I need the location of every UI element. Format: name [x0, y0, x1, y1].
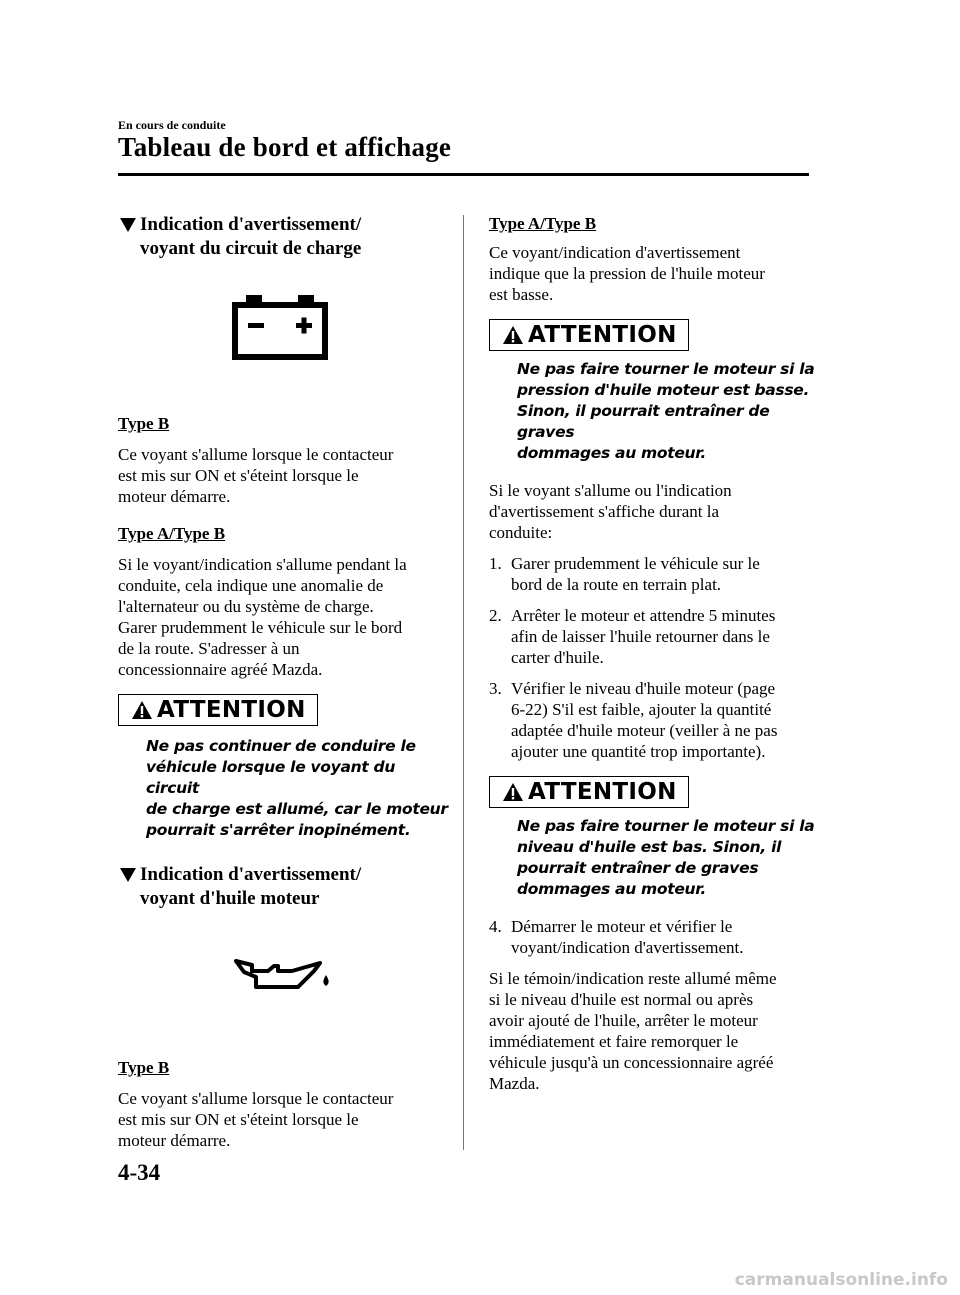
text-line: carter d'huile. [511, 648, 604, 667]
text-line: de la route. S'adresser à un [118, 639, 300, 658]
text-line: adaptée d'huile moteur (veiller à ne pas [511, 721, 778, 740]
attention-box [489, 319, 689, 351]
battery-icon [232, 295, 328, 361]
attention-box [489, 776, 689, 808]
type-b-2-paragraph [118, 1088, 448, 1151]
triangle-bullet-icon [120, 218, 136, 232]
text-line: d'avertissement s'affiche durant la [489, 502, 720, 521]
text-line: 6-22) S'il est faible, ajouter la quantité [511, 700, 772, 719]
oil-icon-wrap [118, 955, 448, 1005]
text-line: Si le voyant s'allume ou l'indication [489, 481, 732, 500]
text-line: conduite, cela indique une anomalie de [118, 576, 384, 595]
text-line: moteur démarre. [118, 1131, 231, 1150]
attention-text [489, 359, 819, 464]
attention-label: ATTENTION [528, 322, 677, 348]
attention-text [118, 736, 448, 841]
list-item [489, 678, 819, 762]
column-divider [463, 215, 464, 1150]
header-rule [118, 173, 809, 176]
caution-line: Ne pas faire tourner le moteur si la [517, 817, 815, 835]
charge-heading-line2: voyant du circuit de charge [140, 238, 362, 259]
text-line: si le niveau d'huile est normal ou après [489, 990, 754, 1009]
step-number: 3. [489, 679, 502, 698]
intro-paragraph [489, 480, 819, 543]
step-number: 2. [489, 606, 502, 625]
triangle-bullet-icon [120, 868, 136, 882]
attention-label: ATTENTION [157, 697, 306, 723]
attention-label: ATTENTION [528, 779, 677, 805]
caution-line: Sinon, il pourrait entraîner de graves [517, 402, 770, 441]
caution-line: niveau d'huile est bas. Sinon, il [517, 838, 782, 856]
subhead-type-b-2: Type B [118, 1058, 170, 1077]
text-line: conduite: [489, 523, 553, 542]
closing-paragraph [489, 968, 819, 1094]
oil-heading-line2: voyant d'huile moteur [140, 888, 320, 909]
caution-line: véhicule lorsque le voyant du circuit [146, 758, 396, 797]
list-item [489, 605, 819, 668]
attention-box [118, 694, 318, 726]
text-line: Mazda. [489, 1074, 540, 1093]
text-line: Ce voyant/indication d'avertissement [489, 243, 741, 262]
chapter-title: Tableau de bord et affichage [118, 132, 452, 162]
text-line: Ce voyant s'allume lorsque le contacteur [118, 445, 394, 464]
warning-icon [131, 700, 153, 720]
watermark: carmanualsonline.info [734, 1270, 948, 1290]
caution-line: pourrait entraîner de graves [517, 859, 759, 877]
text-line: Vérifier le niveau d'huile moteur (page [511, 679, 776, 698]
caution-line: dommages au moteur. [517, 880, 707, 898]
subhead-type-b-1: Type B [118, 414, 170, 433]
text-line: Si le voyant/indication s'allume pendant la [118, 555, 407, 574]
caution-line: pression d'huile moteur est basse. [517, 381, 810, 399]
text-line: Ce voyant s'allume lorsque le contacteur [118, 1089, 394, 1108]
attention-text [489, 816, 819, 900]
text-line: Si le témoin/indication reste allumé même [489, 969, 777, 988]
type-ab-1-paragraph [118, 554, 448, 680]
text-line: l'alternateur ou du système de charge. [118, 597, 374, 616]
text-line: afin de laisser l'huile retourner dans le [511, 627, 770, 646]
step-number: 1. [489, 554, 502, 573]
subhead-type-ab-2: Type A/Type B [489, 214, 597, 233]
text-line: véhicule jusqu'à un concessionnaire agréé [489, 1053, 774, 1072]
oil-can-icon [234, 955, 332, 995]
text-line: moteur démarre. [118, 487, 231, 506]
warning-icon [502, 782, 524, 802]
text-line: est mis sur ON et s'éteint lorsque le [118, 466, 359, 485]
text-line: est basse. [489, 285, 554, 304]
caution-line: Ne pas faire tourner le moteur si la [517, 360, 815, 378]
warning-icon [502, 325, 524, 345]
charge-heading-line1: Indication d'avertissement/ [140, 214, 362, 235]
text-line: bord de la route en terrain plat. [511, 575, 722, 594]
text-line: concessionnaire agréé Mazda. [118, 660, 323, 679]
charge-heading [118, 213, 448, 261]
right-column [489, 213, 819, 1094]
caution-line: pourrait s'arrêter inopinément. [146, 821, 411, 839]
caution-line: de charge est allumé, car le moteur [146, 800, 448, 818]
oil-heading [118, 863, 448, 911]
text-line: Arrêter le moteur et attendre 5 minutes [511, 606, 776, 625]
text-line: ajouter une quantité trop importante). [511, 742, 766, 761]
step-number: 4. [489, 917, 502, 936]
type-ab-2-paragraph [489, 242, 819, 305]
text-line: Garer prudemment le véhicule sur le [511, 554, 760, 573]
oil-heading-line1: Indication d'avertissement/ [140, 864, 362, 885]
text-line: avoir ajouté de l'huile, arrêter le moteur [489, 1011, 758, 1030]
page-number: 4-34 [118, 1160, 161, 1185]
battery-icon-wrap [118, 295, 448, 365]
list-item [489, 916, 819, 958]
text-line: indique que la pression de l'huile moteur [489, 264, 765, 283]
step-list [489, 553, 819, 762]
left-column [118, 213, 448, 1151]
text-line: est mis sur ON et s'éteint lorsque le [118, 1110, 359, 1129]
caution-line: dommages au moteur. [517, 444, 707, 462]
list-item [489, 553, 819, 595]
text-line: Garer prudemment le véhicule sur le bord [118, 618, 403, 637]
text-line: voyant/indication d'avertissement. [511, 938, 744, 957]
text-line: Démarrer le moteur et vérifier le [511, 917, 733, 936]
text-line: immédiatement et faire remorquer le [489, 1032, 739, 1051]
type-b-1-paragraph [118, 444, 448, 507]
caution-line: Ne pas continuer de conduire le [146, 737, 416, 755]
subhead-type-ab-1: Type A/Type B [118, 524, 226, 543]
section-label: En cours de conduite [118, 118, 226, 132]
